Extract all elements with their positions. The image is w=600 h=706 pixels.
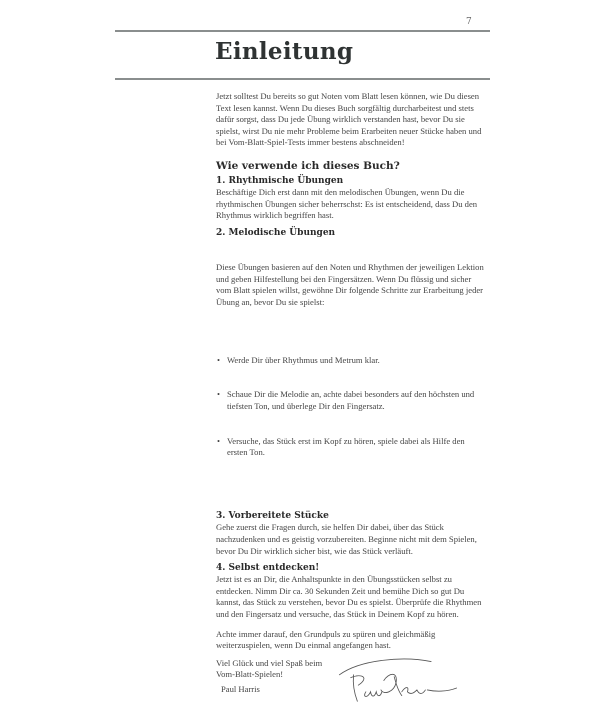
melodic-steps-list <box>216 332 536 483</box>
heading-melodic: 2. Melodische Übungen <box>216 227 336 238</box>
content-column <box>216 91 536 695</box>
melodic-intro: Diese Übungen basieren auf den Noten und Rhythmen der jeweiligen Lektion und geben Hilfestellung bei den Fingersätzen. Wenn Du flüssig und sicher vom Blatt spielen willst, gewöhne Dir folgende Schritte zur Erarbeitung jeder Übung an, bevor Du sie spielst: <box>216 261 484 307</box>
list-item: • Schaue Dir die Melodie an, achte dabei besonders auf den höchsten und tiefsten Ton, und überlege Dir den Fingersatz. <box>216 389 536 412</box>
page-number: 7 <box>466 17 472 27</box>
text-prepared: Gehe zuerst die Fragen durch, sie helfen Dir dabei, über das Stück nachzudenken und es geistig vorzubereiten. Beginne nicht mit dem Spielen, bevor Du Dir wirklich sicher bist, wie das Stück verläuft. <box>216 522 477 556</box>
list-item: • Werde Dir über Rhythmus und Metrum klar. <box>216 355 536 367</box>
intro-paragraph: Jetzt solltest Du bereits so gut Noten vom Blatt lesen können, wie Du diesen Text lesen kannst. Wenn Du dieses Buch sorgfältig durcharbeitest und stets dafür sorgst, dass Du jede Übung wirklich verstanden hast, bevor Du sie spielst, wirst Du nie mehr Probleme beim Erarbeiten neuer Stücke haben und bei Vom-Blatt-Spiel-Tests immer bestens abschneiden! <box>216 91 482 148</box>
closing-paragraph: Achte immer darauf, den Grundpuls zu spüren und gleichmäßig weiterzuspielen, wenn Du einmal angefangen hast. <box>216 628 436 651</box>
section-heading: Wie verwende ich dieses Buch? <box>216 159 400 172</box>
text-rhythmic: Beschäftige Dich erst dann mit den melodischen Übungen, wenn Du die rhythmischen Übungen sicher beherrschst: Es ist entscheidend, dass Du den Rhythmus wirklich begriffen hast. <box>216 186 478 221</box>
list-item: • Versuche, das Stück erst im Kopf zu hören, spiele dabei als Hilfe den ersten Ton. <box>216 436 536 459</box>
title-rule <box>115 78 490 80</box>
heading-prepared: 3. Vorbereitete Stücke <box>216 511 329 522</box>
text-melodic <box>216 239 536 506</box>
page-title: Einleitung <box>215 38 354 65</box>
heading-rhythmic: 1. Rhythmische Übungen <box>216 175 344 186</box>
farewell: Viel Glück und viel Spaß beim Vom-Blatt-Spielen! <box>216 657 323 680</box>
signature-row <box>216 658 536 706</box>
heading-discover: 4. Selbst entdecken! <box>216 563 320 574</box>
text-discover: Jetzt ist es an Dir, die Anhaltspunkte in den Übungsstücken selbst zu entdecken. Nimm Dir ca. 30 Sekunden Zeit und bemühe Dich so gut Du kannst, das Stück zu verstehen, bevor Du es spielst. Überprüfe die Rhythmen und den Fingersatz und versuche, das Stück in Deinem Kopf zu hören. <box>216 574 482 619</box>
top-rule <box>115 30 490 32</box>
author-name: Paul Harris <box>221 683 260 694</box>
signature <box>328 654 468 706</box>
